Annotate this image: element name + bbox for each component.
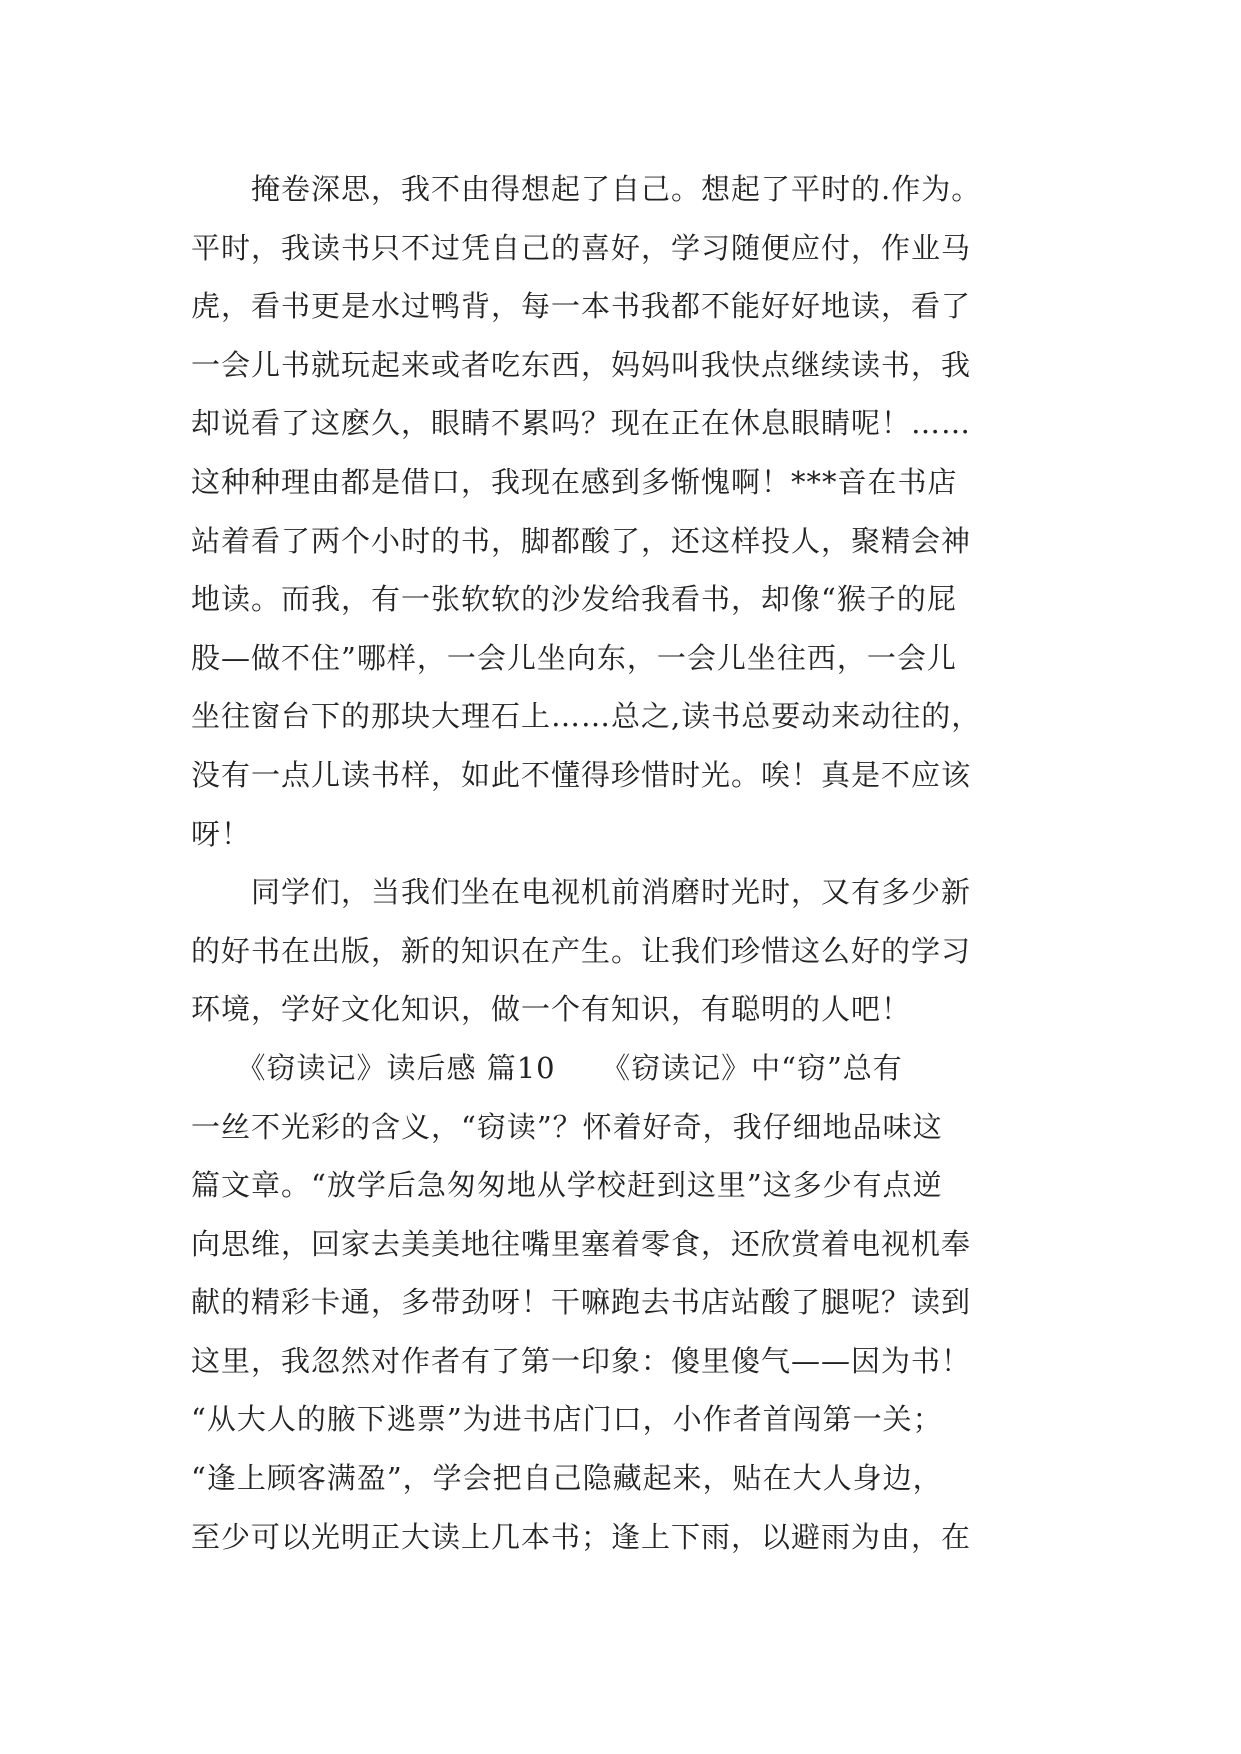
text-line: 环境，学好文化知识，做一个有知识，有聪明的人吧！ xyxy=(191,992,912,1027)
text-line: “从大人的腋下逃票”为进书店门口，小作者首闯第一关； xyxy=(191,1402,943,1437)
text-line: 一丝不光彩的含义，“窃读”？怀着好奇，我仔细地品味这 xyxy=(191,1109,943,1144)
text-line: 掩卷深思，我不由得想起了自己。想起了平时的.作为。 xyxy=(191,172,982,206)
text-line: 呀！ xyxy=(191,816,252,851)
text-line: 至少可以光明正大读上几本书；逢上下雨，以避雨为由，在 xyxy=(191,1519,972,1554)
text-line: 股—做不住”哪样，一会儿坐向东，一会儿坐往西，一会儿 xyxy=(191,640,957,675)
text-line: 篇文章。“放学后急匆匆地从学校赶到这里”这多少有点逆 xyxy=(191,1168,943,1203)
text-line: 地读。而我，有一张软软的沙发给我看书，却像“猴子的屁 xyxy=(191,582,957,617)
text-line: 却说看了这麽久，眼睛不累吗？现在正在休息眼睛呢！…… xyxy=(191,406,972,441)
text-line: 站着看了两个小时的书，脚都酸了，还这样投人，聚精会神 xyxy=(191,523,972,558)
text-line: “逢上顾客满盈”，学会把自己隐藏起来，贴在大人身边， xyxy=(191,1461,943,1496)
text-line: 同学们，当我们坐在电视机前消磨时光时，又有多少新 xyxy=(191,875,972,910)
text-line: 坐往窗台下的那块大理石上……总之,读书总要动来动往的， xyxy=(191,699,982,734)
text-line: 的好书在出版，新的知识在产生。让我们珍惜这么好的学习 xyxy=(191,933,972,968)
text-line: 一会儿书就玩起来或者吃东西，妈妈叫我快点继续读书，我 xyxy=(191,347,972,382)
text-line: 《窃读记》读后感 篇10 《窃读记》中“窃”总有 xyxy=(191,1050,903,1085)
text-line: 平时，我读书只不过凭自己的喜好，学习随便应付，作业马 xyxy=(191,230,972,265)
body-text xyxy=(191,160,1071,1566)
text-line: 这种种理由都是借口，我现在感到多惭愧啊！***音在书店 xyxy=(191,464,958,499)
text-line: 这里，我忽然对作者有了第一印象：傻里傻气——因为书！ xyxy=(191,1343,972,1378)
text-line: 虎，看书更是水过鸭背，每一本书我都不能好好地读，看了 xyxy=(191,289,972,324)
text-line: 向思维，回家去美美地往嘴里塞着零食，还欣赏着电视机奉 xyxy=(191,1226,972,1261)
text-line: 没有一点儿读书样，如此不懂得珍惜时光。唉！真是不应该 xyxy=(191,757,972,792)
text-line: 献的精彩卡通，多带劲呀！干嘛跑去书店站酸了腿呢？读到 xyxy=(191,1285,972,1320)
